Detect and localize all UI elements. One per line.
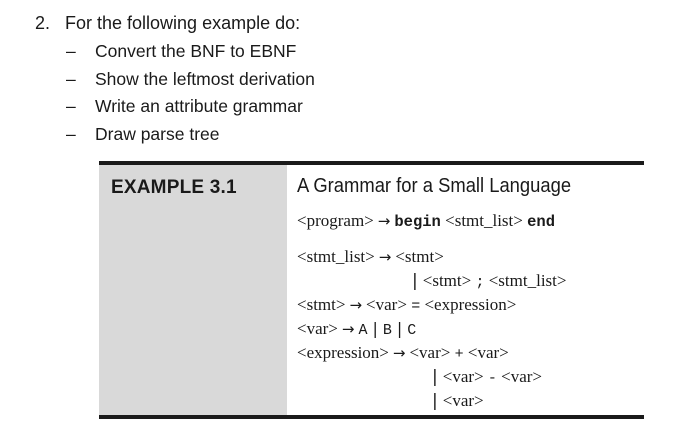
task-text: Write an attribute grammar	[95, 96, 303, 116]
task-item	[66, 121, 315, 149]
nonterminal: <stmt_list>	[297, 247, 375, 266]
terminal-b: B	[382, 322, 392, 339]
nonterminal: <expression>	[297, 343, 389, 362]
arrow-icon: →	[378, 248, 392, 266]
task-item	[66, 93, 315, 121]
example-label: EXAMPLE 3.1	[111, 177, 237, 198]
nonterminal: <program>	[297, 211, 374, 230]
alternation-bar: |	[432, 367, 438, 387]
example-title: A Grammar for a Small Language	[297, 175, 572, 197]
grammar-rule-stmt	[297, 295, 516, 315]
list-dash: –	[66, 41, 76, 61]
grammar-rule-stmt-list	[297, 247, 444, 267]
nonterminal: <var>	[297, 319, 338, 338]
nonterminal: <var>	[409, 343, 451, 362]
nonterminal: <stmt>	[395, 247, 444, 266]
nonterminal: <stmt_list>	[445, 211, 523, 230]
keyword-end: end	[527, 213, 556, 231]
grammar-rule-program	[297, 211, 555, 231]
question-number: 2.	[35, 13, 51, 33]
arrow-icon: →	[349, 296, 363, 314]
list-dash: –	[66, 123, 76, 144]
plus-terminal: +	[454, 346, 464, 363]
question-heading	[35, 10, 300, 36]
nonterminal: <var>	[442, 391, 484, 410]
grammar-panel	[287, 165, 644, 415]
alternation-bar: |	[412, 271, 418, 291]
nonterminal: <var>	[442, 367, 484, 386]
minus-terminal: -	[487, 370, 497, 387]
task-item	[66, 66, 315, 94]
terminal-a: A	[358, 322, 368, 339]
nonterminal: <stmt>	[297, 295, 346, 314]
list-dash: –	[66, 68, 76, 89]
alternation-bar: |	[372, 319, 378, 338]
arrow-icon: →	[341, 320, 355, 338]
keyword-begin: begin	[394, 213, 441, 231]
nonterminal: <var>	[501, 367, 543, 386]
grammar-rule-var	[297, 319, 416, 339]
terminal-c: C	[407, 322, 417, 339]
nonterminal: <expression>	[424, 295, 517, 314]
alternation-bar: |	[432, 391, 438, 411]
question-prompt: For the following example do:	[65, 13, 301, 33]
task-item	[66, 38, 315, 66]
list-dash: –	[66, 96, 76, 116]
grammar-rule-alternative	[432, 367, 542, 387]
alternation-bar: |	[396, 319, 403, 338]
semicolon-terminal: ;	[475, 274, 485, 291]
task-text: Draw parse tree	[95, 123, 220, 144]
nonterminal: <stmt>	[422, 271, 472, 290]
nonterminal: <var>	[467, 343, 509, 362]
arrow-icon: →	[377, 212, 391, 230]
nonterminal: <stmt_list>	[488, 271, 567, 290]
grammar-rule-alternative	[432, 391, 484, 411]
task-text: Show the leftmost derivation	[95, 68, 315, 89]
example-sidebar	[99, 165, 287, 415]
example-box	[99, 161, 644, 419]
arrow-icon: →	[392, 344, 406, 362]
nonterminal: <var>	[366, 295, 407, 314]
task-list	[66, 38, 315, 148]
grammar-rule-alternative	[412, 271, 566, 291]
equals-terminal: =	[411, 298, 421, 315]
task-text: Convert the BNF to EBNF	[95, 41, 297, 61]
grammar-rule-expression	[297, 343, 509, 363]
